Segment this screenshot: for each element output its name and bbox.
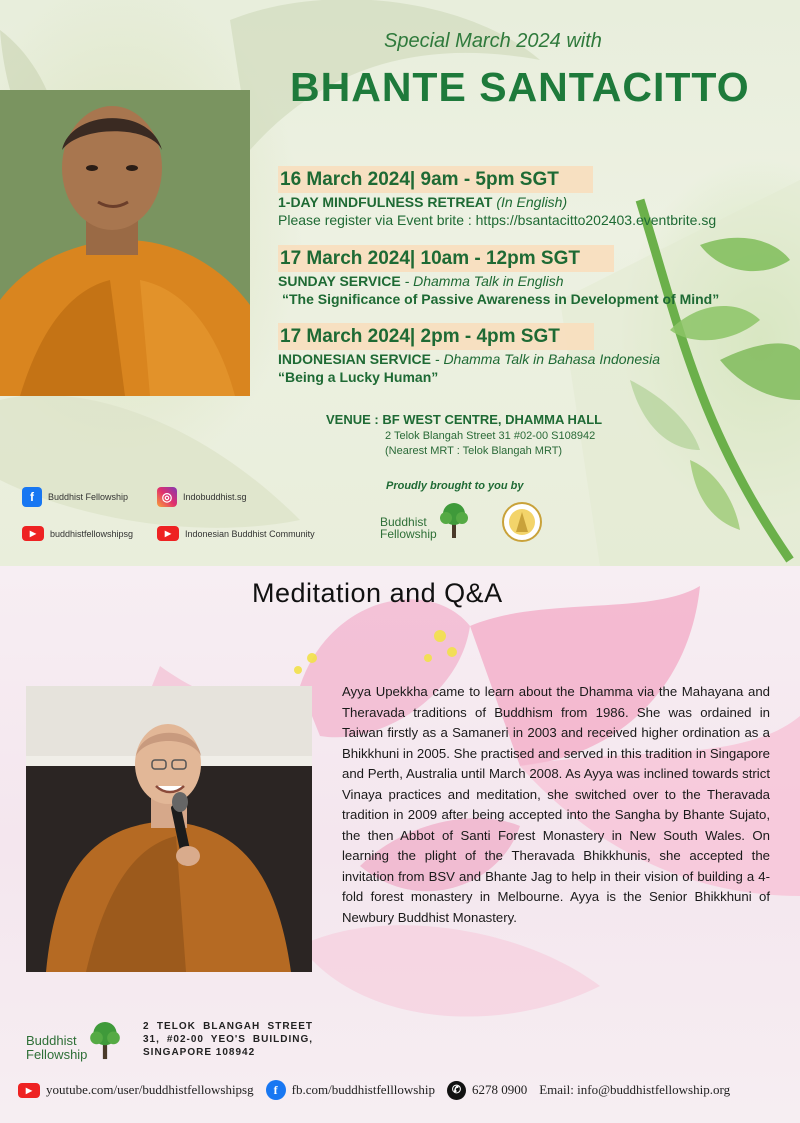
indonesian-community-logo: [502, 500, 542, 546]
bf-logo-text: [380, 516, 437, 540]
instagram-icon: ◎: [157, 487, 177, 507]
event-2-name: SUNDAY SERVICE: [278, 273, 401, 289]
meditation-section: [0, 566, 800, 1123]
facebook-icon: f: [22, 487, 42, 507]
event-2: [278, 245, 719, 308]
event-2-description: - Dhamma Talk in English: [400, 273, 564, 289]
event-2-name-line: [278, 272, 719, 290]
footer-buddhist-fellowship-logo: [26, 1018, 123, 1062]
footer-facebook-link[interactable]: fb.com/buddhistfelllowship: [291, 1082, 435, 1097]
footer-email[interactable]: Email: info@buddhistfellowship.org: [539, 1082, 731, 1097]
instagram-link[interactable]: [157, 487, 247, 507]
footer-address: 2 TELOK BLANGAH STREET 31, #02-00 YEO'S BUILDING, SINGAPORE 108942: [143, 1021, 313, 1058]
ayya-upekkha-photo: [26, 686, 312, 972]
youtube-label: buddhistfellowshipsg: [50, 528, 134, 539]
event-2-talk-title: “The Significance of Passive Awareness in Development of Mind”: [282, 291, 720, 307]
event-1-name-line: [278, 193, 716, 211]
event-1-register-note: Please register via Event brite : https://bsantacitto202403.eventbrite.sg: [278, 212, 717, 228]
tree-logo-icon: [87, 1018, 123, 1062]
facebook-label: Buddhist Fellowship: [48, 492, 129, 502]
brought-by-label: Proudly brought to you by: [386, 480, 524, 492]
poster-subtitle: Special March 2024 with: [384, 30, 602, 52]
event-1: [278, 166, 716, 229]
event-3-date: 17 March 2024| 2pm - 4pm SGT: [278, 323, 594, 350]
youtube-icon: ▶: [18, 1083, 40, 1098]
event-1-date: 16 March 2024| 9am - 5pm SGT: [278, 166, 593, 193]
youtube-indonesian-label: Indonesian Buddhist Community: [185, 528, 315, 539]
venue-label: VENUE : BF WEST CENTRE, DHAMMA HALL: [326, 412, 603, 427]
youtube-icon: ▶: [22, 526, 44, 541]
venue-address: 2 Telok Blangah Street 31 #02-00 S108942: [385, 430, 596, 442]
event-3-name-line: [278, 350, 660, 368]
footer-phone[interactable]: 6278 0900: [471, 1082, 528, 1097]
buddhist-fellowship-logo: [380, 500, 471, 540]
bf-logo-line1: Buddhist: [380, 515, 427, 529]
event-3-talk-title: “Being a Lucky Human”: [278, 369, 439, 385]
instagram-label: Indobuddhist.sg: [183, 492, 247, 502]
event-3: [278, 323, 660, 386]
meditation-qa-title: Meditation and Q&A: [252, 578, 503, 608]
monk-portrait-image: [0, 90, 250, 396]
facebook-link[interactable]: [22, 487, 128, 507]
event-3-description: - Dhamma Talk in Bahasa Indonesia: [431, 351, 661, 367]
youtube-link[interactable]: [22, 526, 133, 541]
footer-bf-logo-line2: Fellowship: [26, 1047, 88, 1062]
ayya-upekkha-biography: Ayya Upekkha came to learn about the Dhamma via the Mahayana and Theravada traditions of Buddhism from 1986. She was ordained in Taiwan firstly as a Samaneri in 2003 and received higher ordination as a Bhikkhuni in 2005. She practised and served in this tradition in Singapore and Perth, Australia until March 2008. As Ayya was inclined towards strict Vinaya practices and meditation, she switched over to the Theravada tradition in 2009 after being accepted into the Sangha by Bhante Sujato, the then Abbot of Santi Forest Monastery in New South Wales. On learning the plight of the Theravada Bhikkhunis, she accepted the invitation from BSV and Bhante Jag to help in their vision of building a 4-fold forest monastery in Melbourne. Ayya is the Senior Bhikkhuni of Newbury Buddhist Monastery.: [342, 684, 770, 925]
footer-bf-logo-line1: Buddhist: [26, 1033, 77, 1048]
footer-bf-logo-text: [26, 1034, 87, 1062]
tree-logo-icon: [437, 500, 471, 540]
bhante-santacitto-photo: [0, 90, 250, 396]
phone-icon: ✆: [447, 1081, 466, 1100]
venue-mrt: (Nearest MRT : Telok Blangah MRT): [385, 445, 563, 457]
youtube-link-indonesian[interactable]: [157, 526, 315, 541]
event-1-language: (In English): [496, 194, 568, 210]
bf-logo-line2: Fellowship: [380, 527, 437, 541]
facebook-icon: f: [266, 1080, 286, 1100]
event-3-name: INDONESIAN SERVICE: [278, 351, 431, 367]
footer-contact-bar: [18, 1080, 730, 1100]
nun-portrait-image: [26, 686, 312, 972]
poster-title: BHANTE SANTACITTO: [290, 64, 750, 110]
youtube-icon: ▶: [157, 526, 179, 541]
footer-youtube-link[interactable]: youtube.com/user/buddhistfellowshipsg: [46, 1082, 254, 1097]
event-1-name: 1-DAY MINDFULNESS RETREAT: [278, 194, 493, 210]
event-2-date: 17 March 2024| 10am - 12pm SGT: [278, 245, 614, 272]
